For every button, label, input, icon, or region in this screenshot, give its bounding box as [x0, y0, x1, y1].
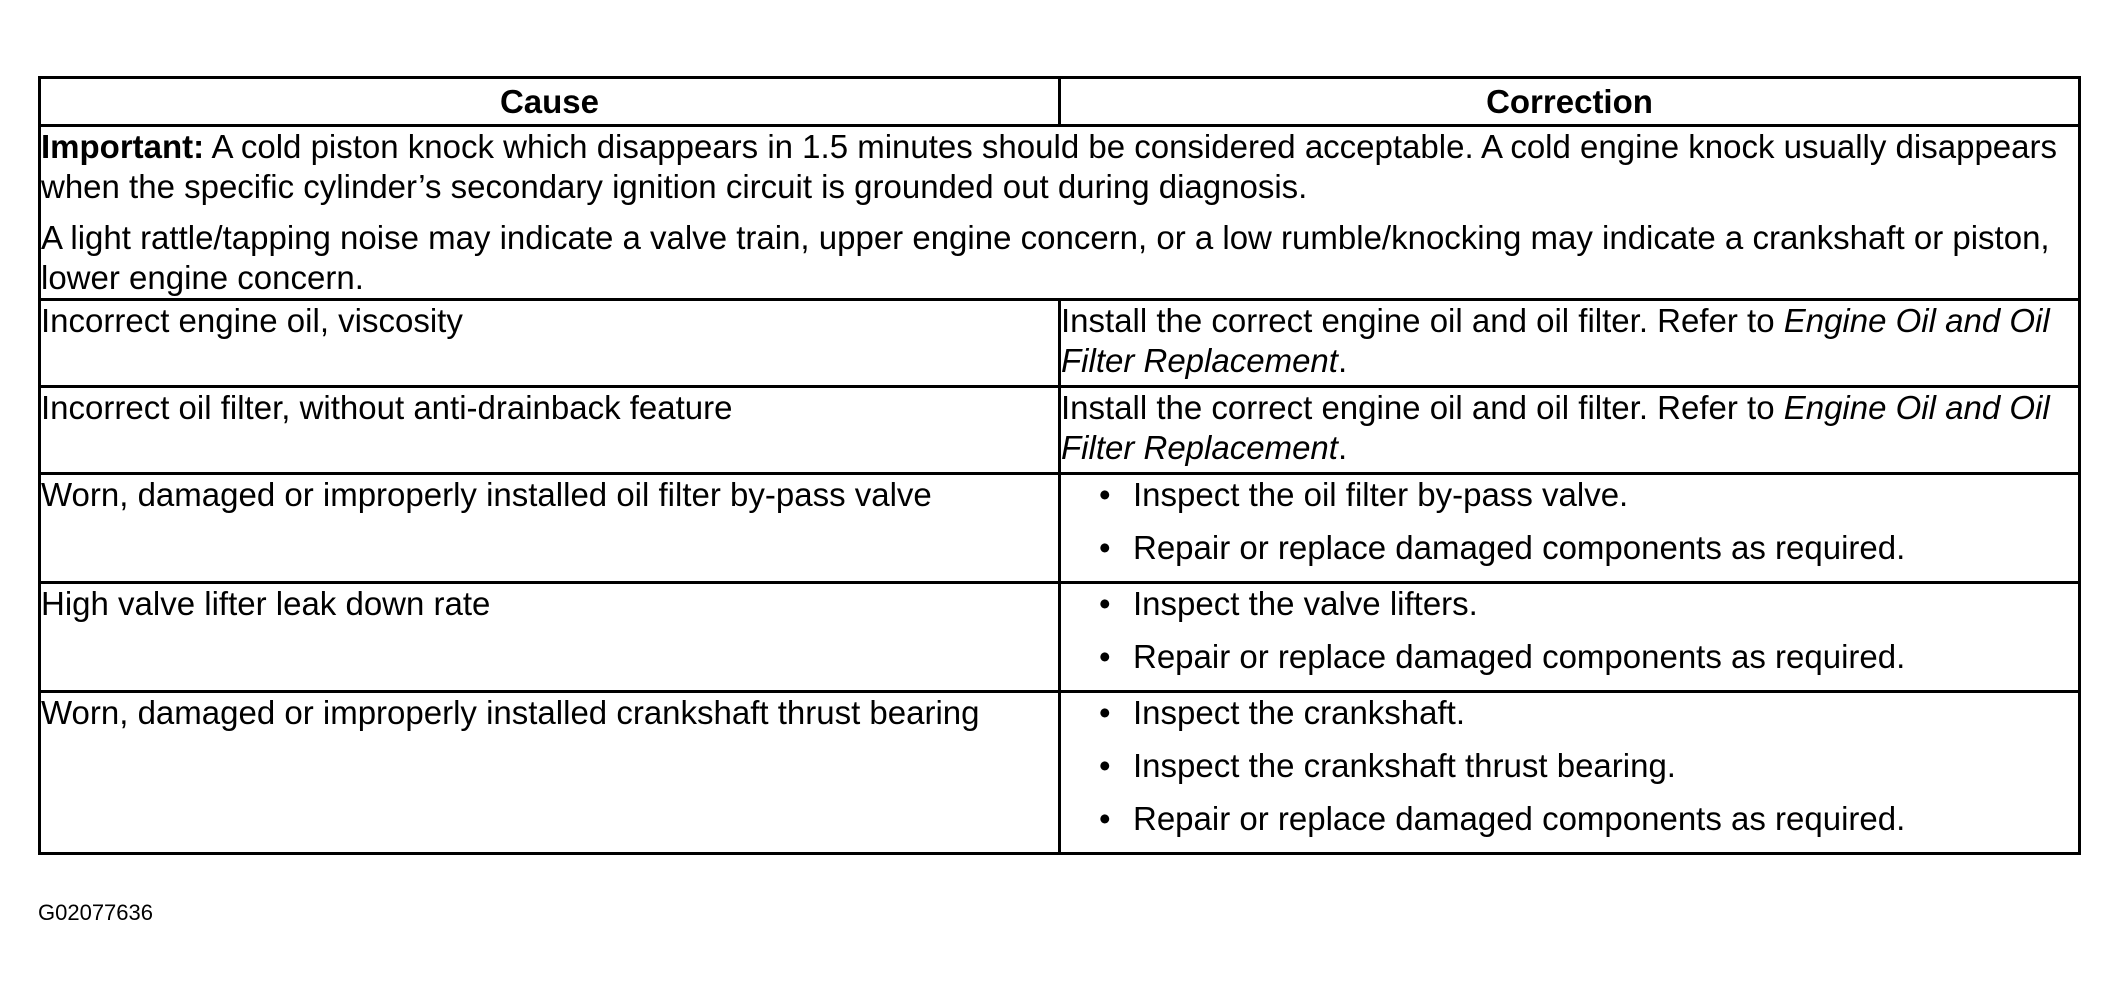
- list-item: • Inspect the valve lifters.: [1099, 584, 2078, 624]
- correction-cell: [1060, 692, 2080, 854]
- header-row: [40, 78, 2080, 126]
- table-row: [40, 474, 2080, 583]
- list-item: • Inspect the crankshaft thrust bearing.: [1099, 746, 2078, 786]
- important-note: [40, 126, 2080, 300]
- list-item: • Repair or replace damaged components as required.: [1099, 528, 2078, 568]
- cause-cell: Incorrect oil filter, without anti-drainback feature: [40, 387, 1060, 474]
- table-row: [40, 387, 2080, 474]
- correction-reference: Engine Oil and Oil Filter Replacement: [1061, 389, 2050, 466]
- correction-list: [1061, 475, 2078, 568]
- note-label: Important:: [41, 128, 205, 165]
- note-text-1: A cold piston knock which disappears in 1.5 minutes should be considered acceptable. A cold engine knock usually disappears when the specific cylinder’s secondary ignition circuit is grounded out during diagnosis.: [41, 128, 2057, 205]
- correction-cell: [1060, 583, 2080, 692]
- cause-cell: Worn, damaged or improperly installed crankshaft thrust bearing: [40, 692, 1060, 854]
- correction-cell: [1060, 300, 2080, 387]
- correction-cell: [1060, 387, 2080, 474]
- header-correction: Correction: [1060, 78, 2080, 126]
- table-row: [40, 583, 2080, 692]
- list-item: • Inspect the oil filter by-pass valve.: [1099, 475, 2078, 515]
- figure-id: G02077636: [38, 900, 153, 925]
- correction-list: [1061, 693, 2078, 839]
- list-item: • Repair or replace damaged components as required.: [1099, 799, 2078, 839]
- correction-end: .: [1337, 342, 1348, 379]
- list-item: • Repair or replace damaged components as required.: [1099, 637, 2078, 677]
- correction-list: [1061, 584, 2078, 677]
- list-item: • Inspect the crankshaft.: [1099, 693, 2078, 733]
- note-paragraph-1: [41, 127, 2078, 207]
- correction-reference: Engine Oil and Oil Filter Replacement: [1061, 302, 2050, 379]
- correction-text: Install the correct engine oil and oil filter. Refer to: [1061, 389, 1784, 426]
- diagnosis-table: [38, 76, 2081, 855]
- note-row: [40, 126, 2080, 300]
- correction-cell: [1060, 474, 2080, 583]
- correction-end: .: [1337, 429, 1348, 466]
- header-cause: Cause: [40, 78, 1060, 126]
- cause-cell: High valve lifter leak down rate: [40, 583, 1060, 692]
- cause-cell: Incorrect engine oil, viscosity: [40, 300, 1060, 387]
- table-row: [40, 692, 2080, 854]
- table-row: [40, 300, 2080, 387]
- correction-text: Install the correct engine oil and oil filter. Refer to: [1061, 302, 1784, 339]
- note-paragraph-2: A light rattle/tapping noise may indicate a valve train, upper engine concern, or a low rumble/knocking may indicate a crankshaft or piston, lower engine concern.: [41, 219, 2050, 296]
- cause-cell: Worn, damaged or improperly installed oil filter by-pass valve: [40, 474, 1060, 583]
